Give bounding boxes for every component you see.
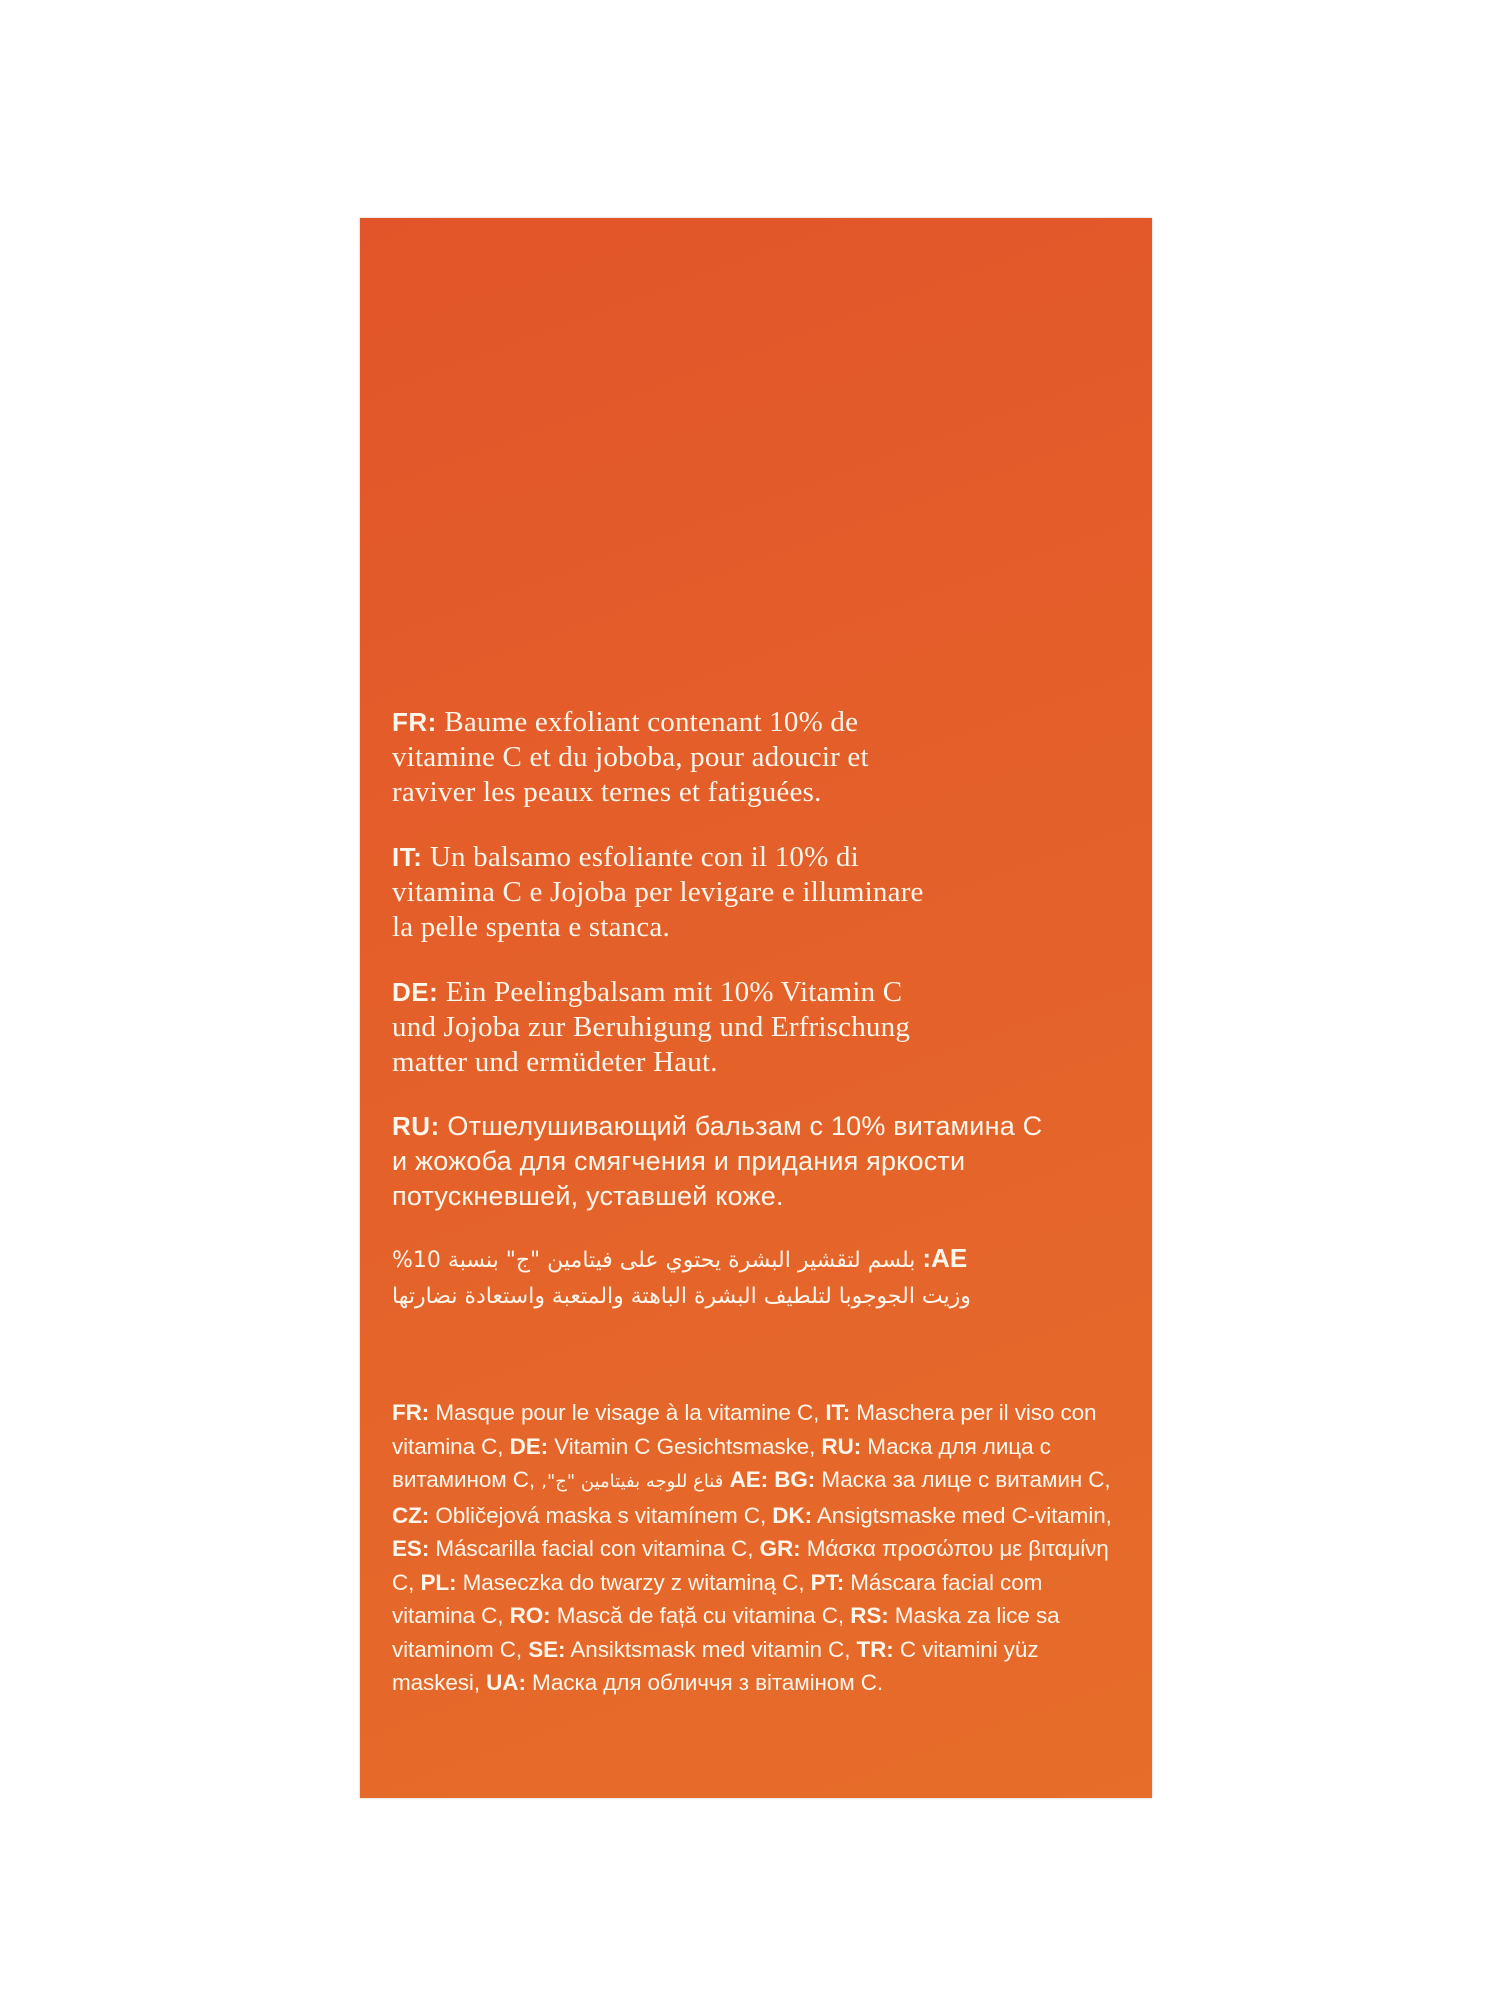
description-ru-line-2: и жожоба для смягчения и придания яркости — [392, 1146, 966, 1176]
language-code-de: DE: — [392, 977, 439, 1007]
name-pl: Maseczka do twarzy z witaminą C, — [462, 1569, 805, 1595]
product-names-list — [392, 1396, 1122, 1700]
language-code-fr: FR: — [392, 707, 437, 737]
name-code-dk: DK: — [772, 1502, 812, 1528]
description-de-line-2: und Jojoba zur Beruhigung und Erfrischung — [392, 1011, 911, 1043]
description-de-line-3: matter und ermüdeter Haut. — [392, 1046, 718, 1078]
description-ae-line-1-row — [392, 1240, 1112, 1279]
description-ru-line-3: потускневшей, уставшей коже. — [392, 1181, 784, 1211]
name-code-ae: AE: — [729, 1467, 769, 1492]
description-ae-line-2: وزيت الجوجوبا لتلطيف البشرة الباهتة والمتعبة واستعادة نضارتها — [392, 1284, 971, 1309]
name-code-rs: RS: — [850, 1603, 889, 1628]
description-fr-line-1: Baume exfoliant contenant 10% de — [444, 706, 859, 738]
name-ru: Маска для лица с витамином С, — [392, 1433, 1051, 1492]
name-code-tr: TR: — [856, 1636, 894, 1662]
language-code-ae: AE: — [922, 1243, 968, 1273]
name-dk: Ansigtsmaske med C-vitamin, — [816, 1502, 1112, 1528]
name-code-bg: BG: — [774, 1467, 816, 1492]
name-gr: Μάσκα προσώπου με βιταμίνη C, — [392, 1536, 1109, 1595]
description-ru-line-1: Отшелушивающий бальзам с 10% витамина С — [447, 1111, 1043, 1141]
name-de: Vitamin C Gesichtsmaske, — [554, 1433, 816, 1459]
name-code-se: SE: — [528, 1636, 566, 1662]
name-se: Ansiktsmask med vitamin C, — [570, 1636, 851, 1662]
name-code-cz: CZ: — [392, 1502, 430, 1528]
name-bg: Маска за лице с витамин С, — [821, 1467, 1111, 1492]
name-it: Maschera per il viso con vitamina C, — [392, 1400, 1097, 1459]
name-code-gr: GR: — [759, 1536, 801, 1561]
name-code-pt: PT: — [810, 1569, 845, 1595]
description-ae-line-1: بلسم لتقشير البشرة يحتوي على فيتامين "ج" بنسبة 10% — [392, 1248, 916, 1273]
description-de — [392, 975, 1112, 1080]
description-de-line-1: Ein Peelingbalsam mit 10% Vitamin C — [445, 976, 903, 1008]
name-ae: قناع للوجه بفيتامين "ج", — [541, 1471, 724, 1492]
packaging-side-panel — [360, 218, 1152, 1798]
description-fr — [392, 705, 1112, 810]
name-code-fr: FR: — [392, 1400, 430, 1425]
name-tr: C vitamini yüz maskesi, — [392, 1636, 1039, 1695]
description-ru — [392, 1109, 1112, 1214]
description-fr-line-2: vitamine C et du joboba, pour adoucir et — [392, 741, 869, 773]
description-ae — [392, 1240, 1112, 1315]
name-pt: Máscara facial com vitamina C, — [392, 1569, 1043, 1628]
name-ua: Маска для обличчя з вітаміном С. — [532, 1670, 884, 1695]
description-it-line-1: Un balsamo esfoliante con il 10% di — [429, 841, 859, 873]
language-code-ru: RU: — [392, 1111, 440, 1141]
name-code-ro: RO: — [509, 1603, 551, 1628]
name-code-es: ES: — [392, 1536, 430, 1561]
name-code-ua: UA: — [486, 1670, 526, 1695]
name-rs: Maska za lice sa vitaminom C, — [392, 1603, 1060, 1662]
description-it-line-3: la pelle spenta e stanca. — [392, 911, 670, 943]
description-it — [392, 840, 1112, 945]
name-code-ru: RU: — [821, 1433, 862, 1459]
name-cz: Obličejová maska s vitamínem C, — [435, 1502, 767, 1528]
description-it-line-2: vitamina C e Jojoba per levigare e illuminare — [392, 876, 924, 908]
name-ro: Mască de față cu vitamina C, — [556, 1603, 845, 1628]
name-code-de: DE: — [509, 1433, 549, 1459]
name-code-pl: PL: — [420, 1569, 457, 1595]
language-code-it: IT: — [392, 842, 423, 872]
name-code-it: IT: — [825, 1400, 851, 1425]
description-fr-line-3: raviver les peaux ternes et fatiguées. — [392, 776, 822, 808]
name-es: Máscarilla facial con vitamina C, — [435, 1536, 754, 1561]
name-fr: Masque pour le visage à la vitamine C, — [435, 1400, 820, 1425]
